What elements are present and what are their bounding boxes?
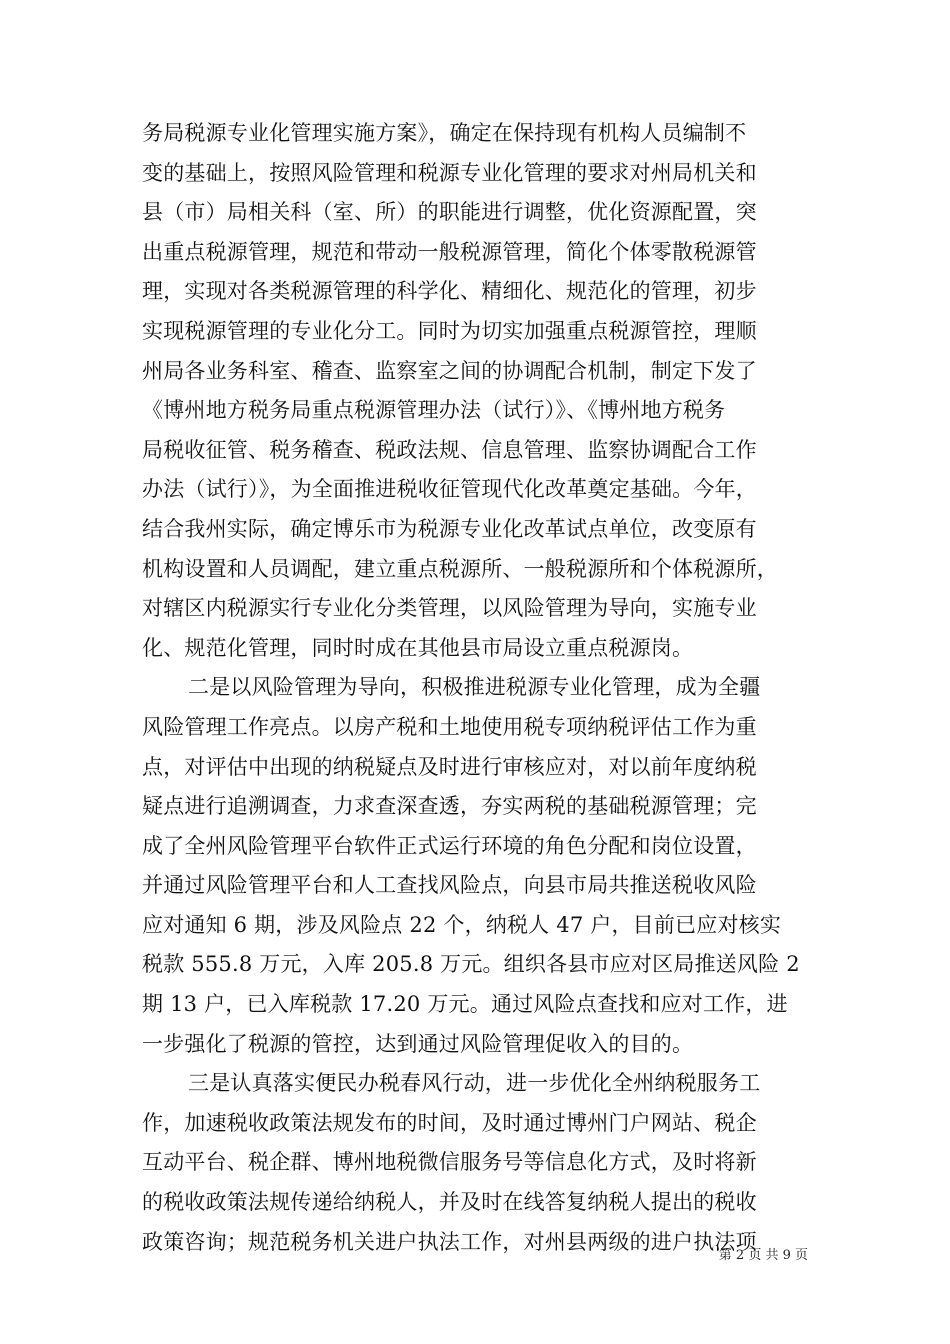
text-line: 一步强化了税源的管控，达到通过风险管理促收入的目的。	[142, 1031, 694, 1056]
body-text	[142, 114, 822, 1262]
text-line: 期 13 户，已入库税款 17.20 万元。通过风险点查找和应对工作，进	[142, 992, 788, 1017]
text-line: 的税收政策法规传递给纳税人，并及时在线答复纳税人提出的税收	[142, 1190, 757, 1215]
text-line: 点，对评估中出现的纳税疑点及时进行审核应对，对以前年度纳税	[142, 754, 757, 779]
text-line: 县（市）局相关科（室、所）的职能进行调整，优化资源配置，突	[142, 200, 757, 225]
text-line: 理，实现对各类税源管理的科学化、精细化、规范化的管理，初步	[142, 279, 757, 304]
text-line: 局税收征管、税务稽查、税政法规、信息管理、监察协调配合工作	[142, 437, 757, 462]
page-number-footer: 第 2 页 共 9 页	[718, 1248, 808, 1263]
text-line: 《博州地方税务局重点税源管理办法（试行）》、《博州地方税务	[142, 398, 726, 423]
text-line: 变的基础上，按照风险管理和税源专业化管理的要求对州局机关和	[142, 160, 757, 185]
text-line: 成了全州风险管理平台软件正式运行环境的角色分配和岗位设置，	[142, 833, 757, 858]
text-line: 州局各业务科室、稽查、监察室之间的协调配合机制，制定下发了	[142, 358, 757, 383]
text-line: 互动平台、税企群、博州地税微信服务号等信息化方式，及时将新	[142, 1150, 757, 1175]
text-line: 对辖区内税源实行专业化分类管理，以风险管理为导向，实施专业	[142, 596, 757, 621]
text-line: 作，加速税收政策法规发布的时间，及时通过博州门户网站、税企	[142, 1110, 757, 1135]
text-line: 疑点进行追溯调查，力求查深查透，夯实两税的基础税源管理；完	[142, 794, 757, 819]
paragraph-start-line: 二是以风险管理为导向，积极推进税源专业化管理，成为全疆	[188, 675, 761, 700]
text-line: 应对通知 6 期，涉及风险点 22 个，纳税人 47 户，目前已应对核实	[142, 912, 782, 937]
text-line: 务局税源专业化管理实施方案》，确定在保持现有机构人员编制不	[142, 121, 747, 145]
text-line: 结合我州实际，确定博乐市为税源专业化改革试点单位，改变原有	[142, 516, 757, 541]
text-line: 机构设置和人员调配，建立重点税源所、一般税源所和个体税源所，	[142, 556, 778, 581]
text-line: 出重点税源管理，规范和带动一般税源管理，简化个体零散税源管	[142, 239, 757, 264]
text-line: 政策咨询；规范税务机关进户执法工作，对州县两级的进户执法项	[142, 1229, 757, 1254]
text-line: 化、规范化管理，同时时成在其他县市局设立重点税源岗。	[142, 635, 694, 660]
text-line: 并通过风险管理平台和人工查找风险点，向县市局共推送税收风险	[142, 873, 757, 898]
paragraph-start-line: 三是认真落实便民办税春风行动，进一步优化全州纳税服务工	[188, 1071, 761, 1096]
text-line: 税款 555.8 万元，入库 205.8 万元。组织各县市应对区局推送风险 2	[142, 952, 800, 977]
text-line: 实现税源管理的专业化分工。同时为切实加强重点税源管控，理顺	[142, 318, 757, 343]
text-line: 办法（试行）》，为全面推进税收征管现代化改革奠定基础。今年，	[142, 477, 757, 502]
text-line: 风险管理工作亮点。以房产税和土地使用税专项纳税评估工作为重	[142, 714, 757, 739]
